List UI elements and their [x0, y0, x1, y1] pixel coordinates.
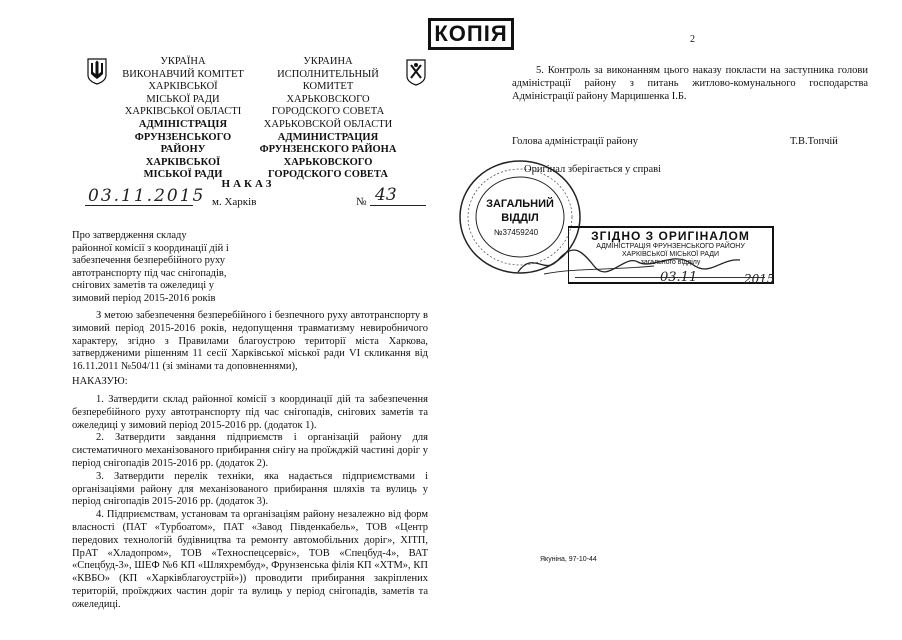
- order-subject: [72, 230, 252, 306]
- header-line: ХАРЬКОВСКОГО: [283, 156, 373, 168]
- certified-stamp-title: ЗГІДНО З ОРИГІНАЛОМ: [591, 229, 750, 243]
- header-line: МІСЬКОЇ РАДИ: [143, 169, 223, 181]
- city-label: м. Харків: [212, 196, 257, 208]
- subject-line: автотранспорту під час снігопадів,: [72, 267, 227, 279]
- executor-note: Якуніна, 97-10-44: [540, 556, 597, 563]
- header-line: АДМІНІСТРАЦІЯ: [138, 118, 228, 130]
- round-stamp-line: ВІДДІЛ: [501, 212, 539, 224]
- subject-line: Про затвердження складу: [72, 230, 187, 241]
- order-item: 3. Затвердити перелік техніки, яка надається підприємствами і організаціями району для механізованого прибирання шляхів та вулиць у період снігопадів 2015-2016 рр. (додаток 3).: [72, 470, 428, 508]
- order-items: [72, 394, 428, 612]
- header-line: ХАРКІВСЬКОЇ ОБЛАСТІ: [124, 106, 242, 118]
- header-line: УКРАИНА: [303, 56, 353, 67]
- original-kept-note: Оригінал зберігається у справі: [524, 164, 661, 175]
- order-item: 4. Підприємствам, установам та організаціям району незалежно від форм власності (ПАТ «Турбоатом», ПАТ «Завод Південкабель», ТОВ «Центр передових технологій будівництва та ремонту автомобільних доріг», ХІТП, ПрАТ «Хладопром», ТОВ «Техноспецсервіс», ТОВ «Спецбуд-4», ВАТ «Спецбуд-3», ШЕФ №6 КП «Шляхрембуд», Фрунзенська філія КП «ХТМ», КП «КВБО» (КП «Харківблагоустрій»)) проводити прибирання закріплених територій, проїжджих частин доріг та вулиць у період снігопадів, заметів та ожеледиці.: [72, 509, 428, 610]
- handwritten-number: 43: [375, 185, 397, 205]
- handwritten-signature: [514, 240, 744, 280]
- subject-line: зимовий період 2015-2016 років: [72, 292, 216, 304]
- ukraine-trident-icon: [86, 57, 108, 85]
- document-title: НАКАЗ: [221, 178, 275, 190]
- header-line: ХАРЬКОВСКОГО: [286, 93, 370, 105]
- date-underline: [85, 205, 193, 206]
- order-item: 1. Затвердити склад районної комісії з координації дій та забезпечення безперебійного руху автотранспорту під час снігопадів, снігових заметів та ожеледиці у зимовий період 2015-2016 рр. (додаток 1).: [72, 394, 428, 431]
- header-line: ФРУНЗЕНСЬКОГО: [134, 131, 232, 143]
- subject-line: забезпечення безперебійного руху: [72, 255, 226, 267]
- round-stamp-line: ЗАГАЛЬНИЙ: [486, 198, 554, 210]
- certified-stamp-line: АДМІНІСТРАЦІЯ ФРУНЗЕНСЬКОГО РАЙОНУ: [596, 243, 745, 250]
- header-line: АДМИНИСТРАЦИЯ: [277, 131, 379, 143]
- order-item: 2. Затвердити завдання підприємств і організацій району для систематичного механізованого прибирання снігу на проїжджій частині доріг у період снігопадів 2015-2016 рр. (додаток 2).: [72, 432, 428, 469]
- header-line: УКРАЇНА: [160, 56, 206, 67]
- header-line: ИСПОЛНИТЕЛЬНЫЙ: [277, 68, 379, 80]
- header-line: КОМИТЕТ: [302, 81, 354, 93]
- handwritten-date: 03.11.2015: [88, 186, 206, 206]
- certified-stamp-line: ХАРКІВСЬКОЇ МІСЬКОЇ РАДИ: [621, 251, 720, 258]
- subject-line: снігових заметів та ожеледиці у: [72, 280, 215, 292]
- subject-line: районної комісії з координації дій і: [72, 242, 229, 254]
- signatory-position: Голова адміністрації району: [512, 136, 638, 147]
- order-word: НАКАЗУЮ:: [72, 376, 128, 387]
- number-sign: №: [356, 196, 367, 208]
- signatory-name: Т.В.Топчій: [790, 136, 838, 147]
- certified-stamp-line: загального відділу: [640, 259, 701, 266]
- round-stamp-code: №37459240: [493, 228, 539, 237]
- preamble-paragraph: З метою забезпечення безперебійного і безпечного руху автотранспорту в зимовий період 2015-2016 років, недопущення травматизму невиробничого характеру, згідно з Правилами благоустрою території міста Харкова, затвердженими рішенням 11 сесії Харківської міської ради VI скликання від 16.11.2011 №504/11 (зі змінами та доповненнями),: [72, 310, 428, 373]
- number-underline: [370, 205, 426, 206]
- header-line: ГОРОДСКОГО СОВЕТА: [268, 169, 388, 181]
- certified-stamp-year: 2015: [744, 272, 775, 286]
- header-line: ФРУНЗЕНСКОГО РАЙОНА: [259, 144, 397, 156]
- header-line: МІСЬКОЇ РАДИ: [146, 93, 220, 105]
- header-line: ХАРКІВСЬКОЇ: [145, 156, 221, 168]
- header-line: ХАРКІВСЬКОЇ: [148, 81, 218, 93]
- header-line: ВИКОНАВЧИЙ КОМІТЕТ: [122, 68, 244, 80]
- header-ukrainian: [110, 56, 256, 182]
- copy-stamp: КОПІЯ: [428, 18, 514, 50]
- order-item-5: 5. Контроль за виконанням цього наказу покласти на заступника голови адміністрації району з питань житлово-комунального господарства Адміністрації району Марцишенка І.Б.: [512, 65, 868, 102]
- header-line: ГОРОДСКОГО СОВЕТА: [271, 106, 385, 118]
- header-line: РАЙОНУ: [160, 144, 206, 156]
- kharkiv-emblem-icon: [405, 58, 427, 86]
- certified-stamp-date: 03.11: [660, 270, 698, 285]
- header-line: ХАРЬКОВСКОЙ ОБЛАСТИ: [263, 118, 393, 130]
- page-number: 2: [690, 34, 695, 45]
- header-russian: [255, 56, 401, 182]
